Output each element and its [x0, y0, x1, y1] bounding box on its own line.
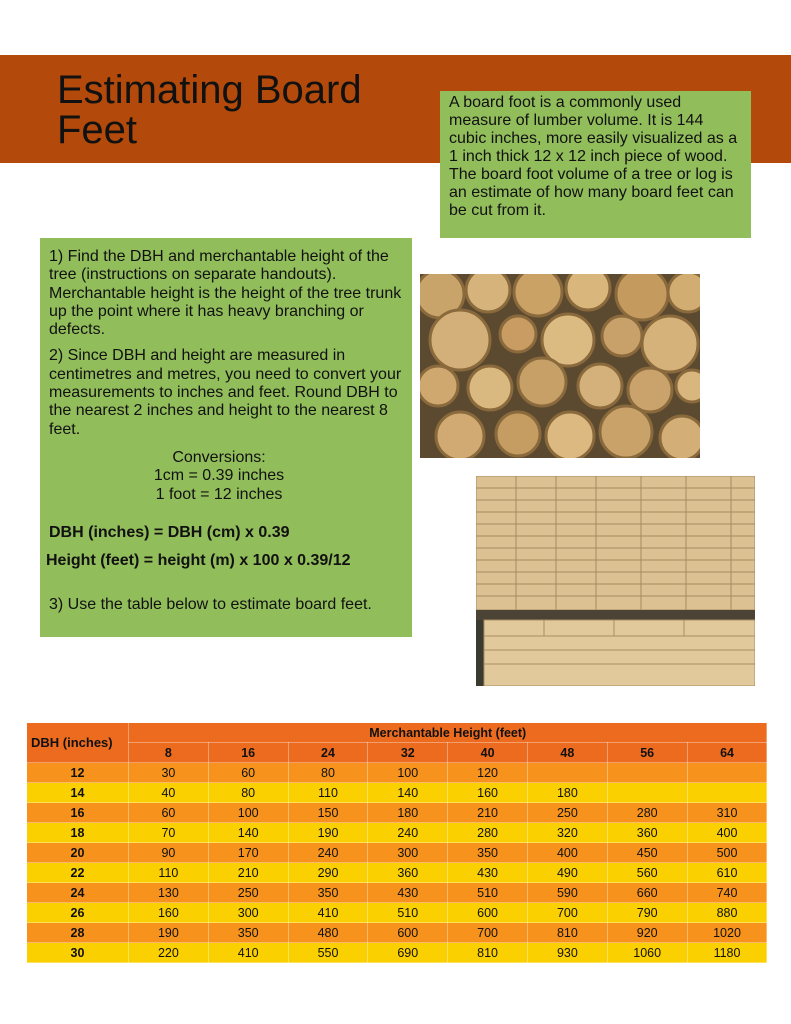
- conversion-foot: 1 foot = 12 inches: [155, 485, 283, 503]
- step-3-text: 3) Use the table below to estimate board feet.: [49, 596, 372, 614]
- conversions-block: [49, 449, 389, 504]
- board-feet-cell: 740: [687, 883, 767, 903]
- board-feet-cell: 320: [527, 823, 607, 843]
- board-feet-cell: [687, 783, 767, 803]
- board-feet-cell: 300: [368, 843, 448, 863]
- height-header-cell: 24: [288, 743, 368, 763]
- dbh-cell: 22: [27, 863, 129, 883]
- board-feet-cell: 100: [208, 803, 288, 823]
- table-row: [27, 803, 767, 823]
- intro-text: A board foot is a commonly used measure of lumber volume. It is 144 cubic inches, more easily visualized as a 1 inch thick 12 x 12 inch piece of wood. The board foot volume of a tree or log is an estimate of how many board feet can be cut from it.: [449, 94, 738, 219]
- board-feet-cell: 1020: [687, 923, 767, 943]
- board-feet-cell: 100: [368, 763, 448, 783]
- table-row: [27, 843, 767, 863]
- table-body: [27, 763, 767, 963]
- dbh-cell: 28: [27, 923, 129, 943]
- height-group-header: Merchantable Height (feet): [129, 723, 767, 743]
- board-feet-cell: [607, 783, 687, 803]
- board-feet-cell: 180: [527, 783, 607, 803]
- instructions-box: [40, 238, 412, 637]
- board-feet-cell: 70: [129, 823, 209, 843]
- board-feet-cell: 510: [368, 903, 448, 923]
- board-feet-cell: 810: [448, 943, 528, 963]
- board-feet-cell: 140: [368, 783, 448, 803]
- board-feet-cell: 250: [208, 883, 288, 903]
- dbh-cell: 18: [27, 823, 129, 843]
- page-title: Estimating Board Feet: [57, 68, 362, 152]
- height-header-row: [27, 743, 767, 763]
- height-header-cell: 64: [687, 743, 767, 763]
- board-feet-cell: 360: [368, 863, 448, 883]
- board-feet-cell: 430: [448, 863, 528, 883]
- dbh-column-header: DBH (inches): [27, 723, 129, 763]
- board-feet-cell: 210: [448, 803, 528, 823]
- dbh-cell: 12: [27, 763, 129, 783]
- board-feet-cell: 810: [527, 923, 607, 943]
- board-feet-cell: 610: [687, 863, 767, 883]
- table-row: [27, 923, 767, 943]
- board-feet-cell: 490: [527, 863, 607, 883]
- board-feet-cell: 80: [208, 783, 288, 803]
- table-row: [27, 783, 767, 803]
- board-feet-cell: 430: [368, 883, 448, 903]
- board-feet-cell: 350: [208, 923, 288, 943]
- board-feet-cell: 510: [448, 883, 528, 903]
- board-feet-cell: 130: [129, 883, 209, 903]
- board-feet-table: [26, 722, 767, 963]
- board-feet-cell: [687, 763, 767, 783]
- table-row: [27, 903, 767, 923]
- lumber-illustration: [476, 476, 755, 686]
- board-feet-cell: 40: [129, 783, 209, 803]
- board-feet-cell: 1060: [607, 943, 687, 963]
- table-row: [27, 883, 767, 903]
- dbh-cell: 14: [27, 783, 129, 803]
- board-feet-cell: 60: [208, 763, 288, 783]
- board-feet-cell: 110: [288, 783, 368, 803]
- board-feet-cell: 280: [448, 823, 528, 843]
- board-feet-cell: 550: [288, 943, 368, 963]
- dbh-cell: 26: [27, 903, 129, 923]
- board-feet-cell: 240: [288, 843, 368, 863]
- board-feet-cell: 600: [448, 903, 528, 923]
- board-feet-cell: 590: [527, 883, 607, 903]
- height-header-cell: 40: [448, 743, 528, 763]
- board-feet-cell: 690: [368, 943, 448, 963]
- height-header-cell: 16: [208, 743, 288, 763]
- board-feet-cell: 350: [288, 883, 368, 903]
- board-feet-cell: 170: [208, 843, 288, 863]
- board-feet-cell: 140: [208, 823, 288, 843]
- height-header-cell: 8: [129, 743, 209, 763]
- board-feet-cell: 500: [687, 843, 767, 863]
- board-feet-cell: 600: [368, 923, 448, 943]
- conversions-title: Conversions:: [172, 448, 266, 466]
- board-feet-cell: 90: [129, 843, 209, 863]
- height-formula: Height (feet) = height (m) x 100 x 0.39/12: [46, 552, 351, 570]
- board-feet-cell: 450: [607, 843, 687, 863]
- board-feet-cell: 300: [208, 903, 288, 923]
- board-feet-cell: 1180: [687, 943, 767, 963]
- board-feet-cell: 150: [288, 803, 368, 823]
- board-feet-cell: [527, 763, 607, 783]
- dbh-cell: 24: [27, 883, 129, 903]
- board-feet-cell: 110: [129, 863, 209, 883]
- board-feet-cell: 560: [607, 863, 687, 883]
- step-1-text: 1) Find the DBH and merchantable height of the tree (instructions on separate handouts). Merchantable height is the height of the tree trunk up the point where it has heavy branching or defects.: [49, 248, 402, 339]
- logs-illustration: [420, 274, 700, 458]
- dbh-formula: DBH (inches) = DBH (cm) x 0.39: [49, 523, 290, 541]
- logs-photo: [420, 274, 700, 458]
- step-2-text: 2) Since DBH and height are measured in centimetres and metres, you need to convert your measurements to inches and feet. Round DBH to the nearest 2 inches and height to the nearest 8 feet.: [49, 347, 402, 438]
- board-feet-cell: 360: [607, 823, 687, 843]
- board-feet-cell: [607, 763, 687, 783]
- board-feet-cell: 700: [448, 923, 528, 943]
- board-feet-grid: [26, 722, 767, 963]
- board-feet-cell: 30: [129, 763, 209, 783]
- dbh-cell: 30: [27, 943, 129, 963]
- board-feet-cell: 400: [687, 823, 767, 843]
- board-feet-cell: 790: [607, 903, 687, 923]
- intro-box: [440, 91, 751, 238]
- height-header-cell: 56: [607, 743, 687, 763]
- board-feet-cell: 880: [687, 903, 767, 923]
- board-feet-cell: 660: [607, 883, 687, 903]
- board-feet-cell: 410: [288, 903, 368, 923]
- board-feet-cell: 930: [527, 943, 607, 963]
- board-feet-cell: 250: [527, 803, 607, 823]
- board-feet-cell: 290: [288, 863, 368, 883]
- board-feet-cell: 280: [607, 803, 687, 823]
- table-row: [27, 823, 767, 843]
- board-feet-cell: 240: [368, 823, 448, 843]
- board-feet-cell: 120: [448, 763, 528, 783]
- lumber-photo: [476, 476, 755, 686]
- board-feet-cell: 160: [129, 903, 209, 923]
- dbh-cell: 20: [27, 843, 129, 863]
- table-row: [27, 943, 767, 963]
- board-feet-cell: 220: [129, 943, 209, 963]
- board-feet-cell: 60: [129, 803, 209, 823]
- table-row: [27, 863, 767, 883]
- board-feet-cell: 410: [208, 943, 288, 963]
- board-feet-cell: 180: [368, 803, 448, 823]
- board-feet-cell: 160: [448, 783, 528, 803]
- board-feet-cell: 700: [527, 903, 607, 923]
- board-feet-cell: 190: [129, 923, 209, 943]
- height-header-cell: 32: [368, 743, 448, 763]
- board-feet-cell: 480: [288, 923, 368, 943]
- board-feet-cell: 80: [288, 763, 368, 783]
- board-feet-cell: 210: [208, 863, 288, 883]
- board-feet-cell: 400: [527, 843, 607, 863]
- board-feet-cell: 350: [448, 843, 528, 863]
- height-header-cell: 48: [527, 743, 607, 763]
- board-feet-cell: 920: [607, 923, 687, 943]
- board-feet-cell: 190: [288, 823, 368, 843]
- table-row: [27, 763, 767, 783]
- dbh-cell: 16: [27, 803, 129, 823]
- conversion-cm: 1cm = 0.39 inches: [153, 467, 285, 485]
- board-feet-cell: 310: [687, 803, 767, 823]
